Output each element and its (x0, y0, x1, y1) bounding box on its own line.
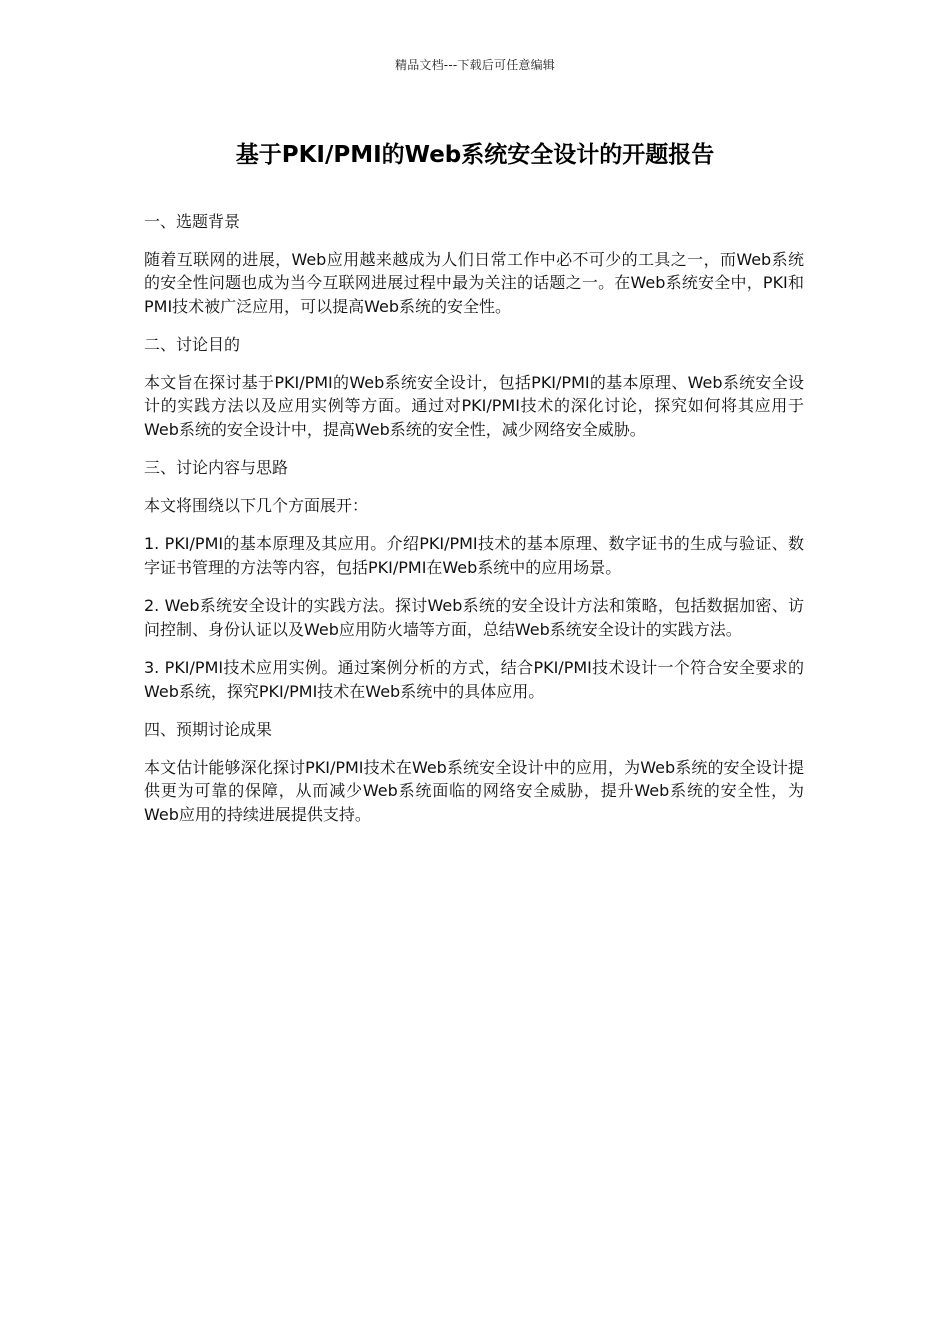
section-heading-content: 三、讨论内容与思路 (144, 458, 289, 477)
paragraph-content-item-3: 3. PKI/PMI技术应用实例。通过案例分析的方式，结合PKI/PMI技术设计一个符合安全要求的Web系统，探究PKI/PMI技术在Web系统中的具体应用。 (144, 658, 804, 701)
section-heading-purpose: 二、讨论目的 (144, 335, 241, 354)
paragraph-content-item-1: 1. PKI/PMI的基本原理及其应用。介绍PKI/PMI技术的基本原理、数字证书的生成与验证、数字证书管理的方法等内容，包括PKI/PMI在Web系统中的应用场景。 (144, 534, 804, 577)
paragraph-content-intro: 本文将围绕以下几个方面展开： (144, 495, 369, 515)
paragraph-background: 随着互联网的进展，Web应用越来越成为人们日常工作中必不可少的工具之一，而Web系统的安全性问题也成为当今互联网进展过程中最为关注的话题之一。在Web系统安全中，PKI和PMI技术被广泛应用，可以提高Web系统的安全性。 (144, 249, 804, 316)
paragraph-purpose: 本文旨在探讨基于PKI/PMI的Web系统安全设计，包括PKI/PMI的基本原理、Web系统安全设计的实践方法以及应用实例等方面。通过对PKI/PMI技术的深化讨论，探究如何将其应用于Web系统的安全设计中，提高Web系统的安全性，减少网络安全威胁。 (144, 372, 804, 439)
section-heading-background: 一、选题背景 (144, 212, 241, 231)
document-body (144, 210, 804, 841)
document-title: 基于PKI/PMI的Web系统安全设计的开题报告 (235, 142, 715, 168)
paragraph-outcomes: 本文估计能够深化探讨PKI/PMI技术在Web系统安全设计中的应用，为Web系统的安全设计提供更为可靠的保障，从而减少Web系统面临的网络安全威胁，提升Web系统的安全性，为Web应用的持续进展提供支持。 (144, 757, 804, 824)
paragraph-content-item-2: 2. Web系统安全设计的实践方法。探讨Web系统的安全设计方法和策略，包括数据加密、访问控制、身份认证以及Web应用防火墙等方面，总结Web系统安全设计的实践方法。 (144, 596, 804, 639)
section-heading-outcomes: 四、预期讨论成果 (144, 720, 273, 739)
header-note: 精品文档---下载后可任意编辑 (395, 58, 555, 72)
